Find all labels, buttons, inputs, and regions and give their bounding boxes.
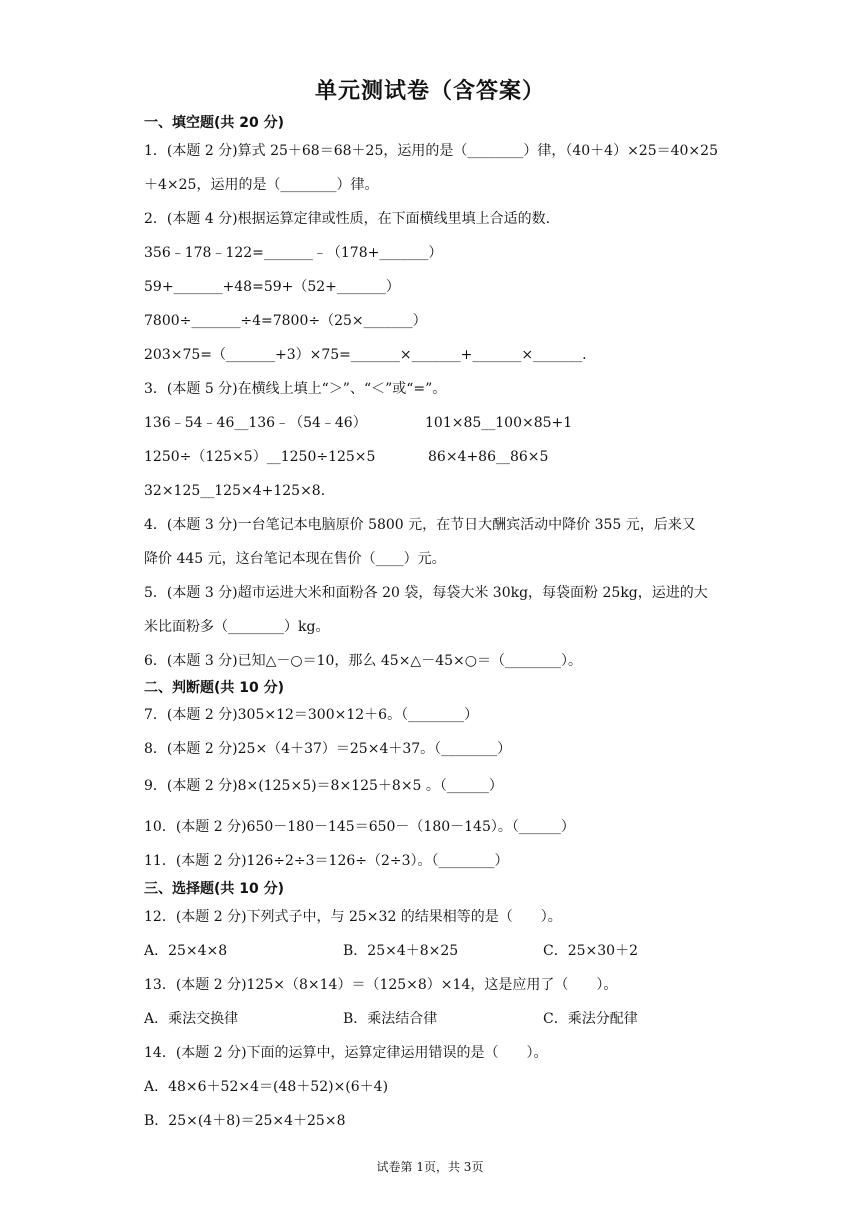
section-fill-blank-heading: 一、填空题(共 20 分) bbox=[144, 115, 285, 131]
question-12-option-b: B．25×4＋8×25 bbox=[343, 943, 459, 959]
question-5-line-2: 米比面粉多（________）kg。 bbox=[144, 619, 330, 635]
section-true-false-heading: 二、判断题(共 10 分) bbox=[144, 680, 285, 696]
question-12-prompt: 12．(本题 2 分)下列式子中，与 25×32 的结果相等的是（ ）。 bbox=[144, 909, 562, 925]
question-3-item-a1: 136﹣54﹣46__136﹣（54﹣46） bbox=[144, 415, 367, 431]
question-3-item-a2: 1250÷（125×5）__1250÷125×5 bbox=[144, 449, 376, 465]
question-6: 6．(本题 3 分)已知△－○＝10，那么 45×△－45×○＝（________）。 bbox=[144, 653, 582, 669]
question-9: 9．(本题 2 分)8×(125×5)＝8×125＋8×5 。（______） bbox=[144, 778, 503, 794]
question-5-line-1: 5．(本题 3 分)超市运进大米和面粉各 20 袋，每袋大米 30kg，每袋面粉 25kg，运进的大 bbox=[144, 585, 708, 601]
question-2-prompt: 2．(本题 4 分)根据运算定律或性质，在下面横线里填上合适的数. bbox=[144, 211, 551, 227]
question-2-item-1: 356﹣178﹣122=_______﹣（178+_______） bbox=[144, 245, 443, 261]
question-12-option-a: A．25×4×8 bbox=[144, 943, 228, 959]
question-13-option-c: C．乘法分配律 bbox=[543, 1011, 638, 1027]
question-13-option-b: B．乘法结合律 bbox=[343, 1011, 438, 1027]
question-13-prompt: 13．(本题 2 分)125×（8×14）＝（125×8）×14，这是应用了（ ）。 bbox=[144, 977, 618, 993]
question-7: 7．(本题 2 分)305×12＝300×12＋6。（________） bbox=[144, 707, 479, 723]
page-footer: 试卷第 1页，共 3页 bbox=[376, 1160, 484, 1174]
question-8: 8．(本题 2 分)25×（4＋37）＝25×4＋37。（________） bbox=[144, 741, 512, 757]
question-1-line-1: 1．(本题 2 分)算式 25＋68＝68＋25，运用的是（________）律，（40＋4）×25＝40×25 bbox=[144, 143, 718, 159]
question-3-item-b1: 101×85__100×85+1 bbox=[425, 415, 573, 431]
question-14-option-a: A．48×6＋52×4＝(48＋52)×(6＋4) bbox=[144, 1079, 389, 1095]
question-12-option-c: C．25×30＋2 bbox=[543, 943, 638, 959]
question-3-prompt: 3．(本题 5 分)在横线上填上“＞”、“＜”或“=”。 bbox=[144, 381, 447, 397]
question-2-item-2: 59+_______+48=59+（52+_______） bbox=[144, 279, 400, 295]
question-4-line-1: 4．(本题 3 分)一台笔记本电脑原价 5800 元，在节日大酬宾活动中降价 355 元，后来又 bbox=[144, 517, 696, 533]
question-10: 10．(本题 2 分)650－180－145＝650－（180－145）。（______） bbox=[144, 819, 575, 835]
page-title: 单元测试卷（含答案） bbox=[314, 79, 545, 104]
question-3-item-a3: 32×125__125×4+125×8. bbox=[144, 483, 326, 499]
question-14-option-b: B．25×(4＋8)＝25×4＋25×8 bbox=[144, 1113, 346, 1129]
question-3-item-b2: 86×4+86__86×5 bbox=[428, 449, 549, 465]
question-1-line-2: ＋4×25，运用的是（________）律。 bbox=[144, 177, 379, 193]
question-13-option-a: A．乘法交换律 bbox=[144, 1011, 239, 1027]
question-4-line-2: 降价 445 元，这台笔记本现在售价（____）元。 bbox=[144, 551, 446, 567]
question-11: 11．(本题 2 分)126÷2÷3＝126÷（2÷3）。（________） bbox=[144, 853, 509, 869]
question-2-item-4: 203×75=（_______+3）×75=_______×_______+_______×_______. bbox=[144, 347, 587, 363]
section-multiple-choice-heading: 三、选择题(共 10 分) bbox=[144, 881, 285, 897]
question-14-prompt: 14．(本题 2 分)下面的运算中，运算定律运用错误的是（ ）。 bbox=[144, 1045, 548, 1061]
question-2-item-3: 7800÷_______÷4=7800÷（25×_______） bbox=[144, 313, 427, 329]
